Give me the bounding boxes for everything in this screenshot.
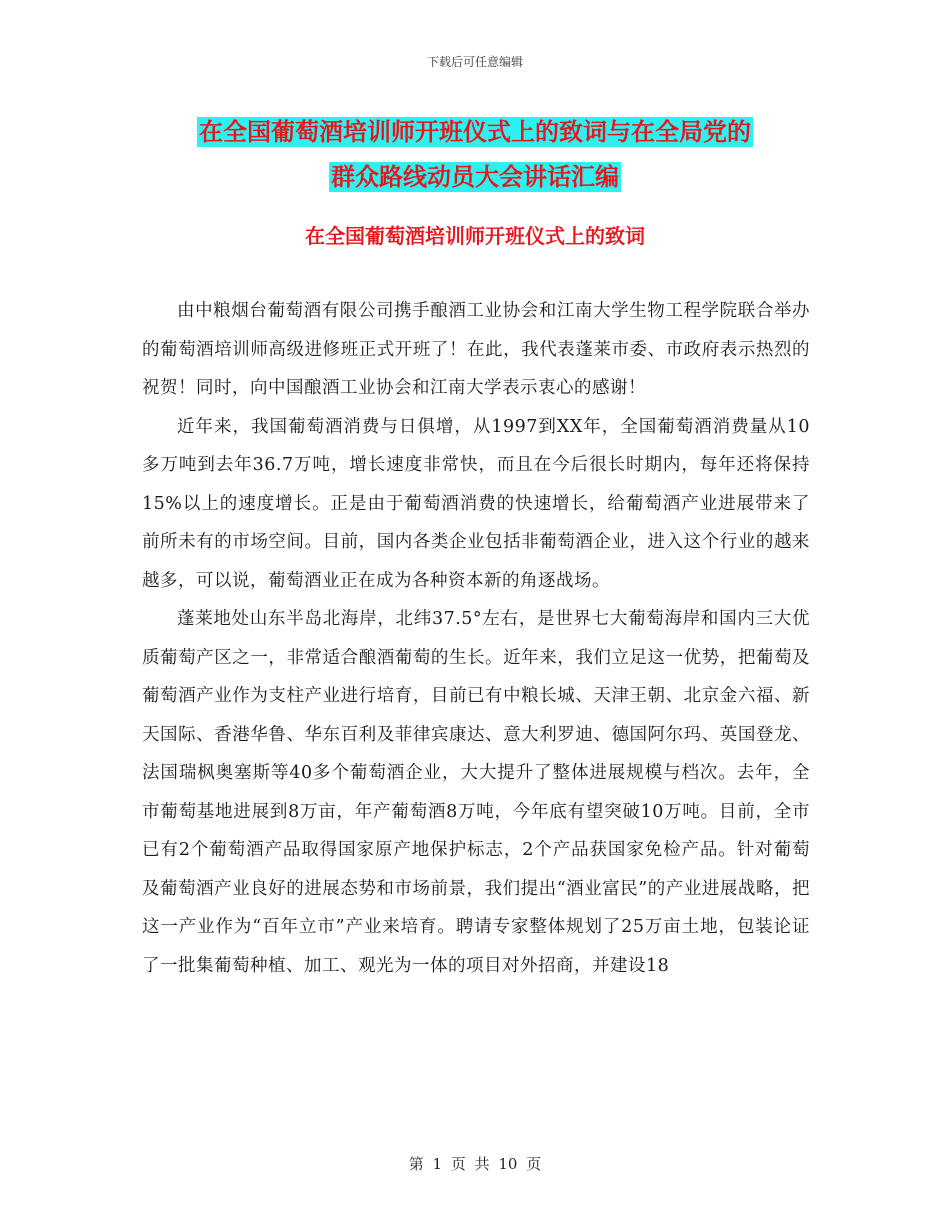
paragraph: 由中粮烟台葡萄酒有限公司携手酿酒工业协会和江南大学生物工程学院联合举办的葡萄酒培训师高级进修班正式开班了！在此，我代表蓬莱市委、市政府表示热烈的祝贺！同时，向中国酿酒工业协会和江南大学表示衷心的感谢！ — [142, 301, 810, 398]
title-line-2: 群众路线动员大会讲话汇编 — [331, 163, 619, 191]
section-title: 在全国葡萄酒培训师开班仪式上的致词 — [305, 224, 645, 248]
body-text — [142, 292, 810, 985]
page-footer: 第 1 页 共 10 页 — [408, 1155, 542, 1173]
title-line-1: 在全国葡萄酒培训师开班仪式上的致词与在全局党的 — [199, 118, 751, 146]
header-note: 下载后可任意编辑 — [426, 55, 523, 69]
document-title — [0, 110, 950, 200]
paragraph: 近年来，我国葡萄酒消费与日俱增，从1997到XX年，全国葡萄酒消费量从10多万吨到去年36.7万吨，增长速度非常快，而且在今后很长时期内，每年还将保持15%以上的速度增长。正是由于葡萄酒消费的快速增长，给葡萄酒产业进展带来了前所未有的市场空间。目前，国内各类企业包括非葡萄酒企业，进入这个行业的越来越多，可以说，葡萄酒业正在成为各种资本新的角逐战场。 — [142, 416, 810, 591]
paragraph: 蓬莱地处山东半岛北海岸，北纬37.5°左右，是世界七大葡萄海岸和国内三大优质葡萄产区之一，非常适合酿酒葡萄的生长。近年来，我们立足这一优势，把葡萄及葡萄酒产业作为支柱产业进行培育，目前已有中粮长城、天津王朝、北京金六福、新天国际、香港华鲁、华东百利及菲律宾康达、意大利罗迪、德国阿尔玛、英国登龙、法国瑞枫奥塞斯等40多个葡萄酒企业，大大提升了整体进展规模与档次。去年，全市葡萄基地进展到8万亩，年产葡萄酒8万吨，今年底有望突破10万吨。目前，全市已有2个葡萄酒产品取得国家原产地保护标志，2个产品获国家免检产品。针对葡萄及葡萄酒产业良好的进展态势和市场前景，我们提出“酒业富民”的产业进展战略，把这一产业作为“百年立市”产业来培育。聘请专家整体规划了25万亩土地，包装论证了一批集葡萄种植、加工、观光为一体的项目对外招商，并建设18 — [142, 609, 810, 976]
